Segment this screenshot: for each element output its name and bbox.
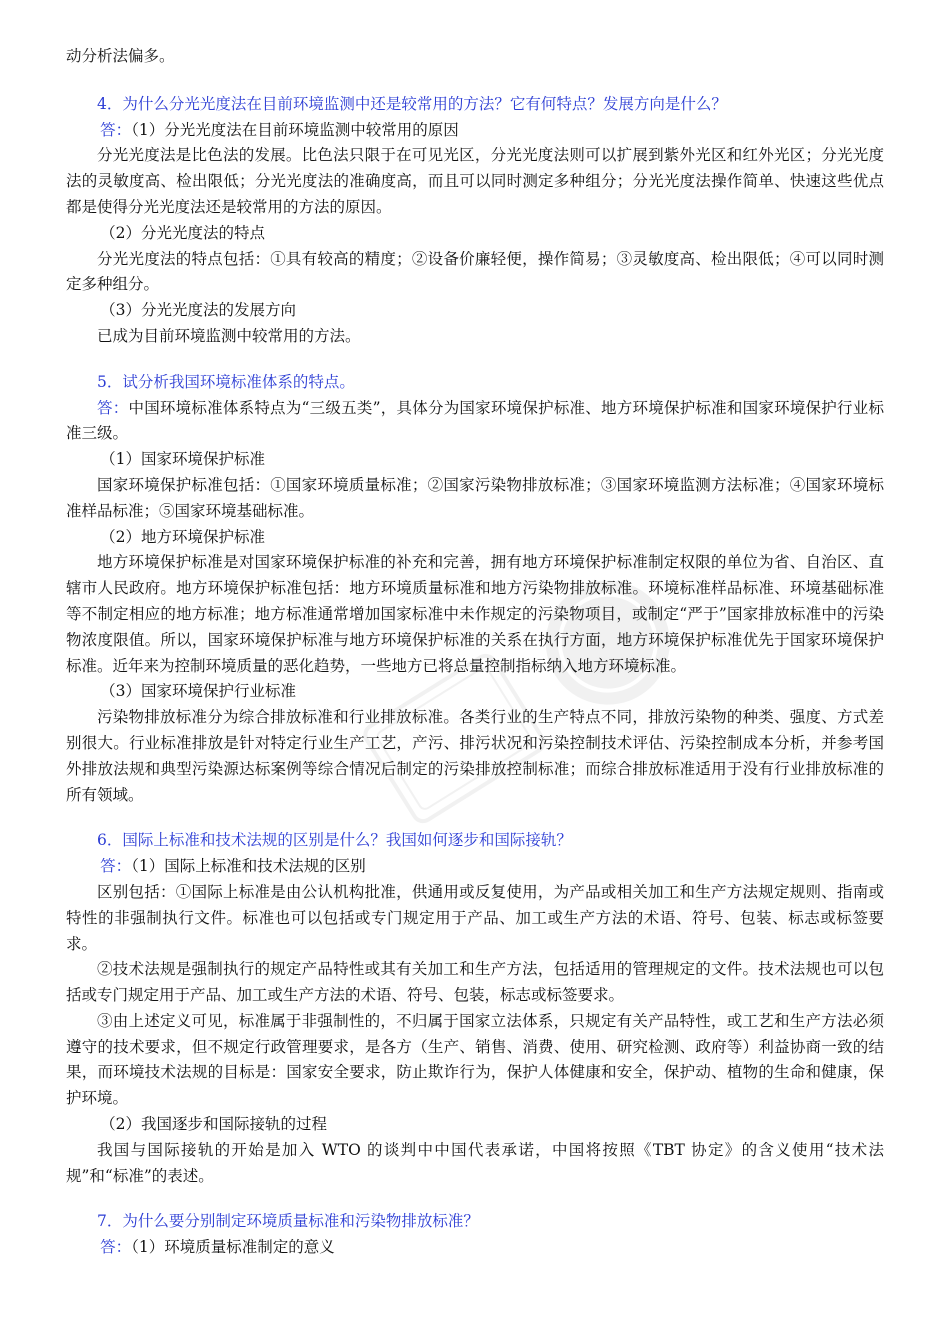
answer-4-first: （1）分光光度法在目前环境监测中较常用的原因 [131, 120, 459, 139]
answer-4-h3: （3）分光光度法的发展方向 [100, 301, 296, 320]
answer-5-h1: （1）国家环境保护标准 [100, 450, 265, 469]
answer-7-intro [66, 1235, 884, 1261]
answer-5-p1: 国家环境保护标准包括：①国家环境质量标准；②国家污染物排放标准；③国家环境监测方法标准；④国家环境标准样品标准；⑤国家环境基础标准。 [66, 475, 884, 520]
document-body [66, 44, 884, 1261]
top-fragment: 动分析法偏多。 [66, 47, 175, 65]
answer-6-p1c: ③由上述定义可见，标准属于非强制性的，不归属于国家立法体系，只规定有关产品特性，或工艺和生产方法必须遵守的技术要求，但不规定行政管理要求，是各方（生产、销售、消费、使用、研究检测、政府等）利益协商一致的结果，而环境技术法规的目标是：国家安全要求，防止欺诈行为，保护人体健康和安全，保护动、植物的生命和健康，保护环境。 [66, 1011, 884, 1108]
answer-5-h3: （3）国家环境保护行业标准 [100, 682, 296, 701]
answer-label: 答： [100, 857, 132, 876]
answer-4-p3: 已成为目前环境监测中较常用的方法。 [97, 326, 361, 345]
answer-5-p2: 地方环境保护标准是对国家环境保护标准的补充和完善，拥有地方环境保护标准制定权限的单位为省、自治区、直辖市人民政府。地方环境保护标准包括：地方环境质量标准和地方污染物排放标准。环境标准样品标准、环境基础标准等不制定相应的地方标准；地方标准通常增加国家标准中未作规定的污染物项目，或制定“严于”国家排放标准中的污染物浓度限值。所以，国家环境保护标准与地方环境保护标准的关系在执行方面，地方环境保护标准优先于国家环境保护标准。近年来为控制环境质量的恶化趋势，一些地方已将总量控制指标纳入地方环境标准。 [66, 553, 884, 675]
answer-label: 答： [97, 398, 129, 417]
question-7: 7．为什么要分别制定环境质量标准和污染物排放标准？ [97, 1212, 479, 1231]
answer-4-p1: 分光光度法是比色法的发展。比色法只限于在可见光区，分光光度法则可以扩展到紫外光区和红外光区；分光光度法的灵敏度高、检出限低；分光光度法的准确度高，而且可以同时测定多种组分；分光光度法操作简单、快速这些优点都是使得分光光度法还是较常用的方法的原因。 [66, 146, 884, 216]
answer-5-h2: （2）地方环境保护标准 [100, 527, 265, 546]
answer-7-first: （1）环境质量标准制定的意义 [131, 1238, 335, 1257]
question-5: 5．试分析我国环境标准体系的特点。 [97, 372, 355, 391]
answer-5-p3: 污染物排放标准分为综合排放标准和行业排放标准。各类行业的生产特点不同，排放污染物的种类、强度、方式差别很大。行业标准排放是针对特定行业生产工艺，产污、排污状况和污染控制技术评估、污染控制成本分析，并参考国外排放法规和典型污染源达标案例等综合情况后制定的污染排放控制标准；而综合排放标准适用于没有行业排放标准的所有领域。 [66, 708, 884, 804]
question-4: 4．为什么分光光度法在目前环境监测中还是较常用的方法？它有何特点？发展方向是什么？ [97, 94, 727, 113]
answer-5-first: 中国环境标准体系特点为“三级五类”，具体分为国家环境保护标准、地方环境保护标准和国家环境保护行业标准三级。 [66, 398, 884, 443]
answer-6-p1b: ②技术法规是强制执行的规定产品特性或其有关加工和生产方法，包括适用的管理规定的文件。技术法规也可以包括或专门规定用于产品、加工或生产方法的术语、符号、包装，标志或标签要求。 [66, 960, 884, 1005]
answer-4-intro [66, 118, 884, 144]
question-6: 6．国际上标准和技术法规的区别是什么？我国如何逐步和国际接轨？ [97, 831, 572, 850]
answer-6-p2: 我国与国际接轨的开始是加入 WTO 的谈判中中国代表承诺，中国将按照《TBT 协定》的含义使用“技术法规”和“标准”的表述。 [66, 1140, 884, 1185]
answer-6-intro [66, 854, 884, 880]
answer-label: 答： [100, 1238, 132, 1257]
answer-6-p1: 区别包括：①国际上标准是由公认机构批准，供通用或反复使用，为产品或相关加工和生产方法规定规则、指南或特性的非强制执行文件。标准也可以包括或专门规定用于产品、加工或生产方法的术语、符号、包装、标志或标签要求。 [66, 882, 884, 953]
answer-6-h2: （2）我国逐步和国际接轨的过程 [100, 1115, 327, 1134]
answer-4-h2: （2）分光光度法的特点 [100, 223, 265, 242]
answer-6-first: （1）国际上标准和技术法规的区别 [131, 857, 366, 876]
answer-4-p2: 分光光度法的特点包括：①具有较高的精度；②设备价廉轻便，操作简易；③灵敏度高、检出限低；④可以同时测定多种组分。 [66, 249, 884, 294]
answer-label: 答： [100, 120, 132, 139]
answer-5-intro [66, 396, 884, 448]
